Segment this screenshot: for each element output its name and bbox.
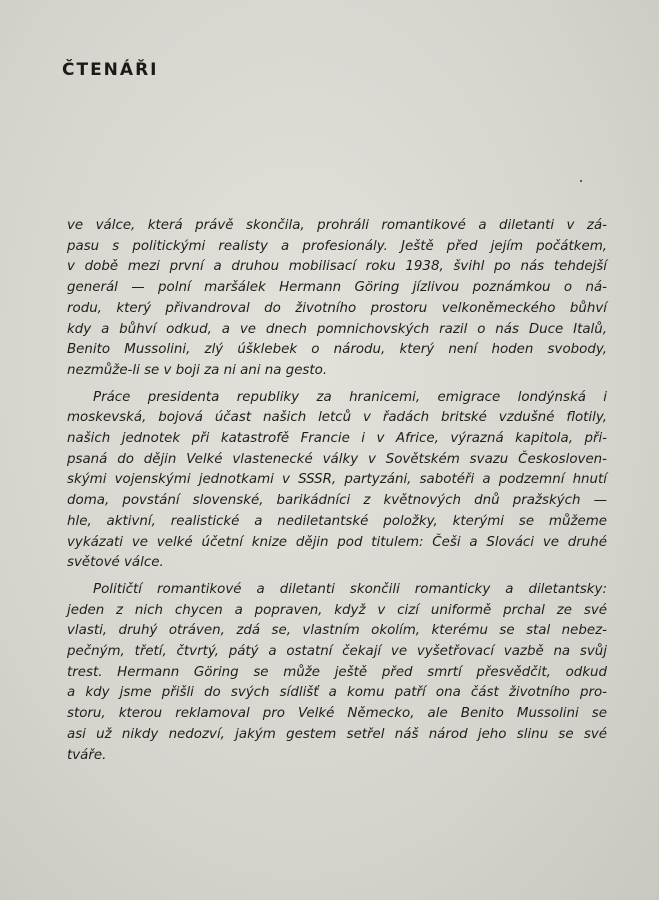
text-line: jeden z nich chycen a popraven, když v cizí uniformě prchal ze své [67,602,607,618]
text-line: světové válce. [67,555,164,571]
text-line: vykázati ve velké účetní knize dějin pod titulem: Češi a Slováci ve druhé [67,534,607,550]
text-line: kdy a bůhví odkud, a ve dnech pomnichovských razil o nás Duce Italů, [67,321,607,337]
text-line: trest. Hermann Göring se může ještě před smrtí přesvědčit, odkud [67,664,607,680]
text-line: Političtí romantikové a diletanti skončili romanticky a diletantsky: [93,581,607,597]
text-line: v době mezi první a druhou mobilisací roku 1938, švihl po nás tehdejší [67,259,607,275]
text-line: nezmůže-li se v boji za ni ani na gesto. [67,362,328,378]
text-line: Práce presidenta republiky za hranicemi, emigrace londýnská i [93,389,607,405]
text-line: skými vojenskými jednotkami v SSSR, partyzáni, sabotéři a podzemní hnutí [67,472,607,488]
text-line: vlasti, druhý otráven, zdá se, vlastním okolím, kterému se stal nebez- [67,623,607,639]
text-line: storu, kterou reklamoval pro Velké Německo, ale Benito Mussolini se [67,706,607,722]
text-line: rodu, který přivandroval do životního prostoru velkoněmeckého bůhví [67,300,607,316]
text-line: Benito Mussolini, zlý úšklebek o národu, který není hoden svobody, [67,342,607,358]
text-line: tváře. [67,747,107,763]
page-heading: ČTENÁŘI [62,60,159,80]
text-line: doma, povstání slovenské, barikádníci z květnových dnů pražských — [67,493,607,509]
text-line: generál — polní maršálek Hermann Göring jízlivou poznámkou o ná- [67,280,607,296]
text-line: ve válce, která právě skončila, prohráli romantikové a diletanti v zá- [67,218,607,233]
ink-speck [580,180,582,182]
text-line: a kdy jsme přišli do svých sídlišť a komu patří ona část životního pro- [67,685,607,701]
text-line: asi už nikdy nedozví, jakým gestem setřel náš národ jeho slinu se své [67,726,607,742]
text-line: našich jednotek při katastrofě Francie i v Africe, výrazná kapitola, při- [67,431,607,447]
text-line: pečným, třetí, čtvrtý, pátý a ostatní čekají ve vyšetřovací vazbě na svůj [67,644,607,660]
body-text [67,216,607,766]
text-line: pasu s politickými realisty a profesionály. Ještě před jejím počátkem, [67,238,607,254]
text-line: hle, aktivní, realistické a nediletantské položky, kterými se můžeme [67,513,607,529]
text-line: psaná do dějin Velké vlastenecké války v Sovětském svazu Českosloven- [67,451,607,467]
text-line: moskevská, bojová účast našich letců v řadách britské vzdušné flotily, [67,410,607,426]
